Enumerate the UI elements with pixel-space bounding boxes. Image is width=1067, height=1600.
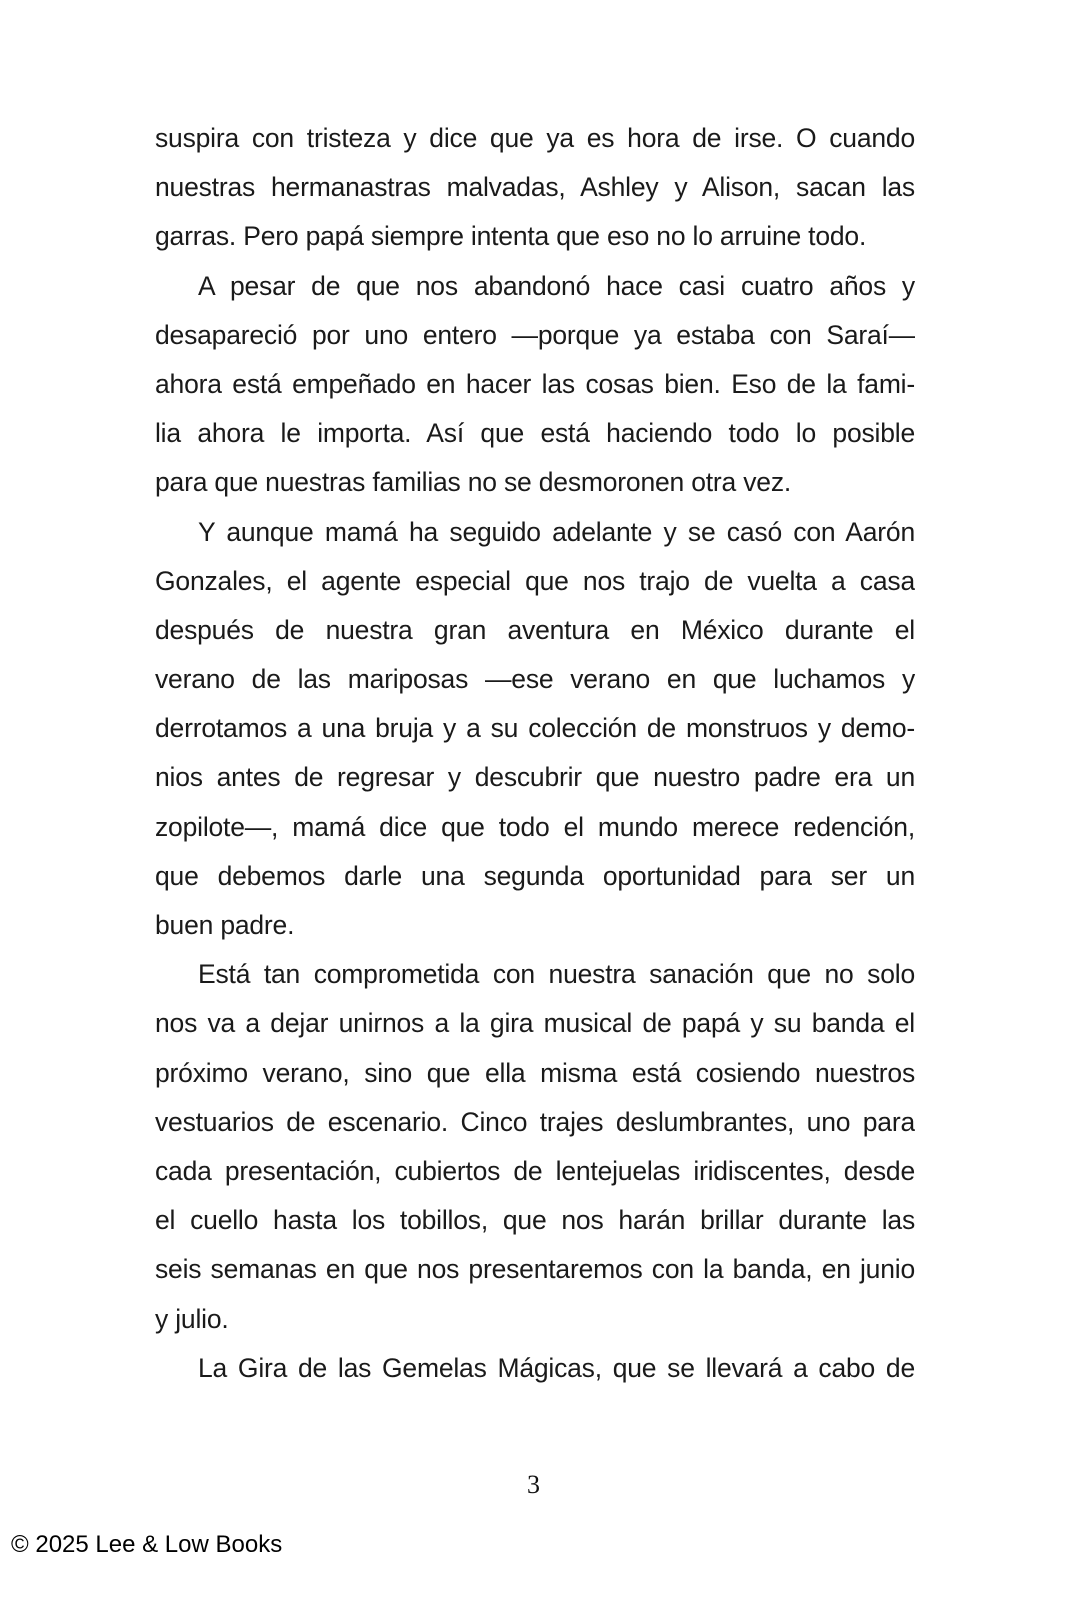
text-line: que debemos darle una segunda oportunidad para ser un xyxy=(155,860,915,891)
text-line: nios antes de regresar y descubrir que nuestro padre era un xyxy=(155,762,915,793)
text-line: ahora está empeñado en hacer las cosas bien. Eso de la fami- xyxy=(155,368,915,399)
text-line: nos va a dejar unirnos a la gira musical de papá y su banda el xyxy=(155,1008,915,1039)
text-line: A pesar de que nos abandonó hace casi cuatro años y xyxy=(198,270,915,301)
text-line: garras. Pero papá siempre intenta que eso no lo arruine todo. xyxy=(155,221,867,252)
text-line: buen padre. xyxy=(155,910,295,940)
text-line: suspira con tristeza y dice que ya es hora de irse. O cuando xyxy=(155,123,915,153)
text-line: Está tan comprometida con nuestra sanación que no solo xyxy=(198,959,915,990)
text-line: después de nuestra gran aventura en México durante el xyxy=(155,614,915,645)
text-line: y julio. xyxy=(155,1303,229,1334)
text-line: seis semanas en que nos presentaremos con la banda, en junio xyxy=(155,1254,915,1285)
text-line: el cuello hasta los tobillos, que nos harán brillar durante las xyxy=(155,1205,915,1236)
text-line: nuestras hermanastras malvadas, Ashley y Alison, sacan las xyxy=(155,172,915,203)
text-line: desapareció por uno entero —porque ya estaba con Saraí— xyxy=(155,319,915,350)
text-line: lia ahora le importa. Así que está haciendo todo lo posible xyxy=(155,418,915,449)
text-line: próximo verano, sino que ella misma está cosiendo nuestros xyxy=(155,1057,915,1088)
text-line: La Gira de las Gemelas Mágicas, que se llevará a cabo de xyxy=(198,1352,915,1383)
text-line: derrotamos a una bruja y a su colección de monstruos y demo- xyxy=(155,713,915,744)
text-line: para que nuestras familias no se desmoronen otra vez. xyxy=(155,467,792,498)
text-line: Gonzales, el agente especial que nos trajo de vuelta a casa xyxy=(155,565,915,596)
text-line: zopilote—, mamá dice que todo el mundo merece redención, xyxy=(155,811,915,842)
page-number: 3 xyxy=(527,1470,540,1499)
copyright-notice: © 2025 Lee & Low Books xyxy=(11,1531,283,1558)
text-line: cada presentación, cubiertos de lentejuelas iridiscentes, desde xyxy=(155,1155,915,1186)
text-line: verano de las mariposas —ese verano en que luchamos y xyxy=(155,664,915,695)
text-line: vestuarios de escenario. Cinco trajes deslumbrantes, uno para xyxy=(155,1106,915,1137)
body-text xyxy=(155,114,915,1393)
text-line: Y aunque mamá ha seguido adelante y se casó con Aarón xyxy=(198,516,915,547)
